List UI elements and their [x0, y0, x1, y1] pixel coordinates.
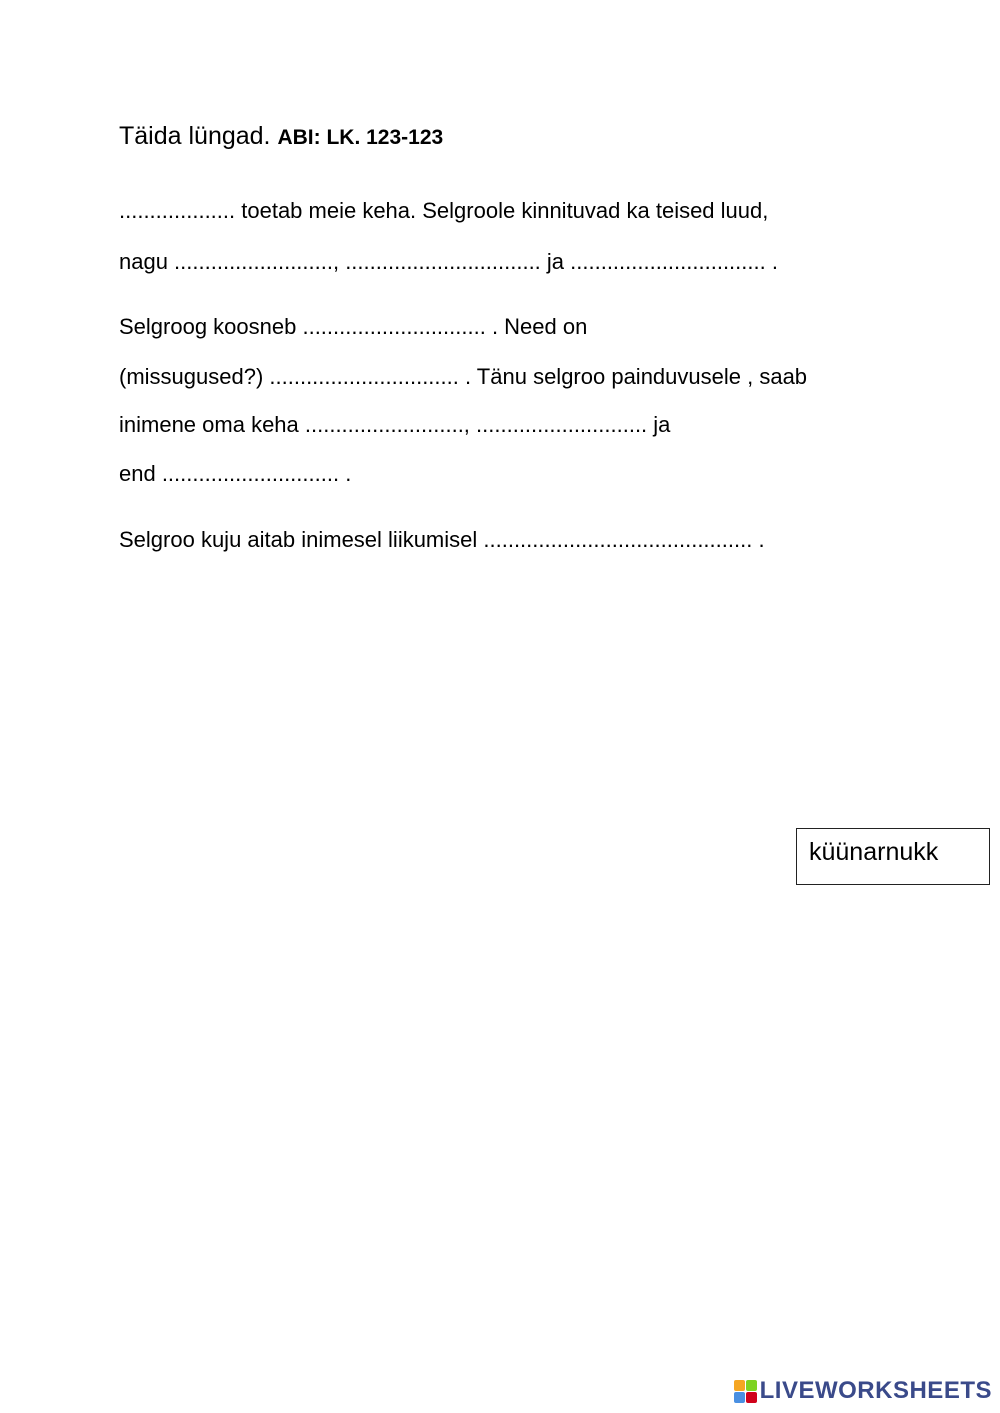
exercise-line: Selgroog koosneb .............................. . Need on: [119, 314, 588, 339]
draggable-answer-box[interactable]: küünarnukk: [796, 828, 990, 885]
title-text: Täida lüngad.: [119, 122, 271, 150]
page-reference: ABI: LK. 123-123: [277, 126, 444, 149]
logo-cell: [746, 1392, 757, 1403]
exercise-line: nagu .........................., ................................ ja ................................ .: [119, 249, 778, 274]
exercise-line: Selgroo kuju aitab inimesel liikumisel ............................................ .: [119, 527, 765, 552]
exercise-line: (missugused?) ............................... . Tänu selgroo painduvusele , saab: [119, 364, 808, 389]
exercise-line: inimene oma keha .........................., ............................ ja: [119, 412, 671, 437]
exercise-line: end ............................. .: [119, 461, 352, 486]
logo-cell: [746, 1380, 757, 1391]
page-title: [119, 122, 443, 151]
exercise-line: ................... toetab meie keha. Selgroole kinnituvad ka teised luud,: [119, 198, 769, 223]
liveworksheets-logo: [734, 1377, 992, 1405]
logo-cell: [734, 1380, 745, 1391]
logo-cell: [734, 1392, 745, 1403]
logo-icon: [734, 1380, 757, 1403]
logo-text: LIVEWORKSHEETS: [759, 1377, 992, 1404]
